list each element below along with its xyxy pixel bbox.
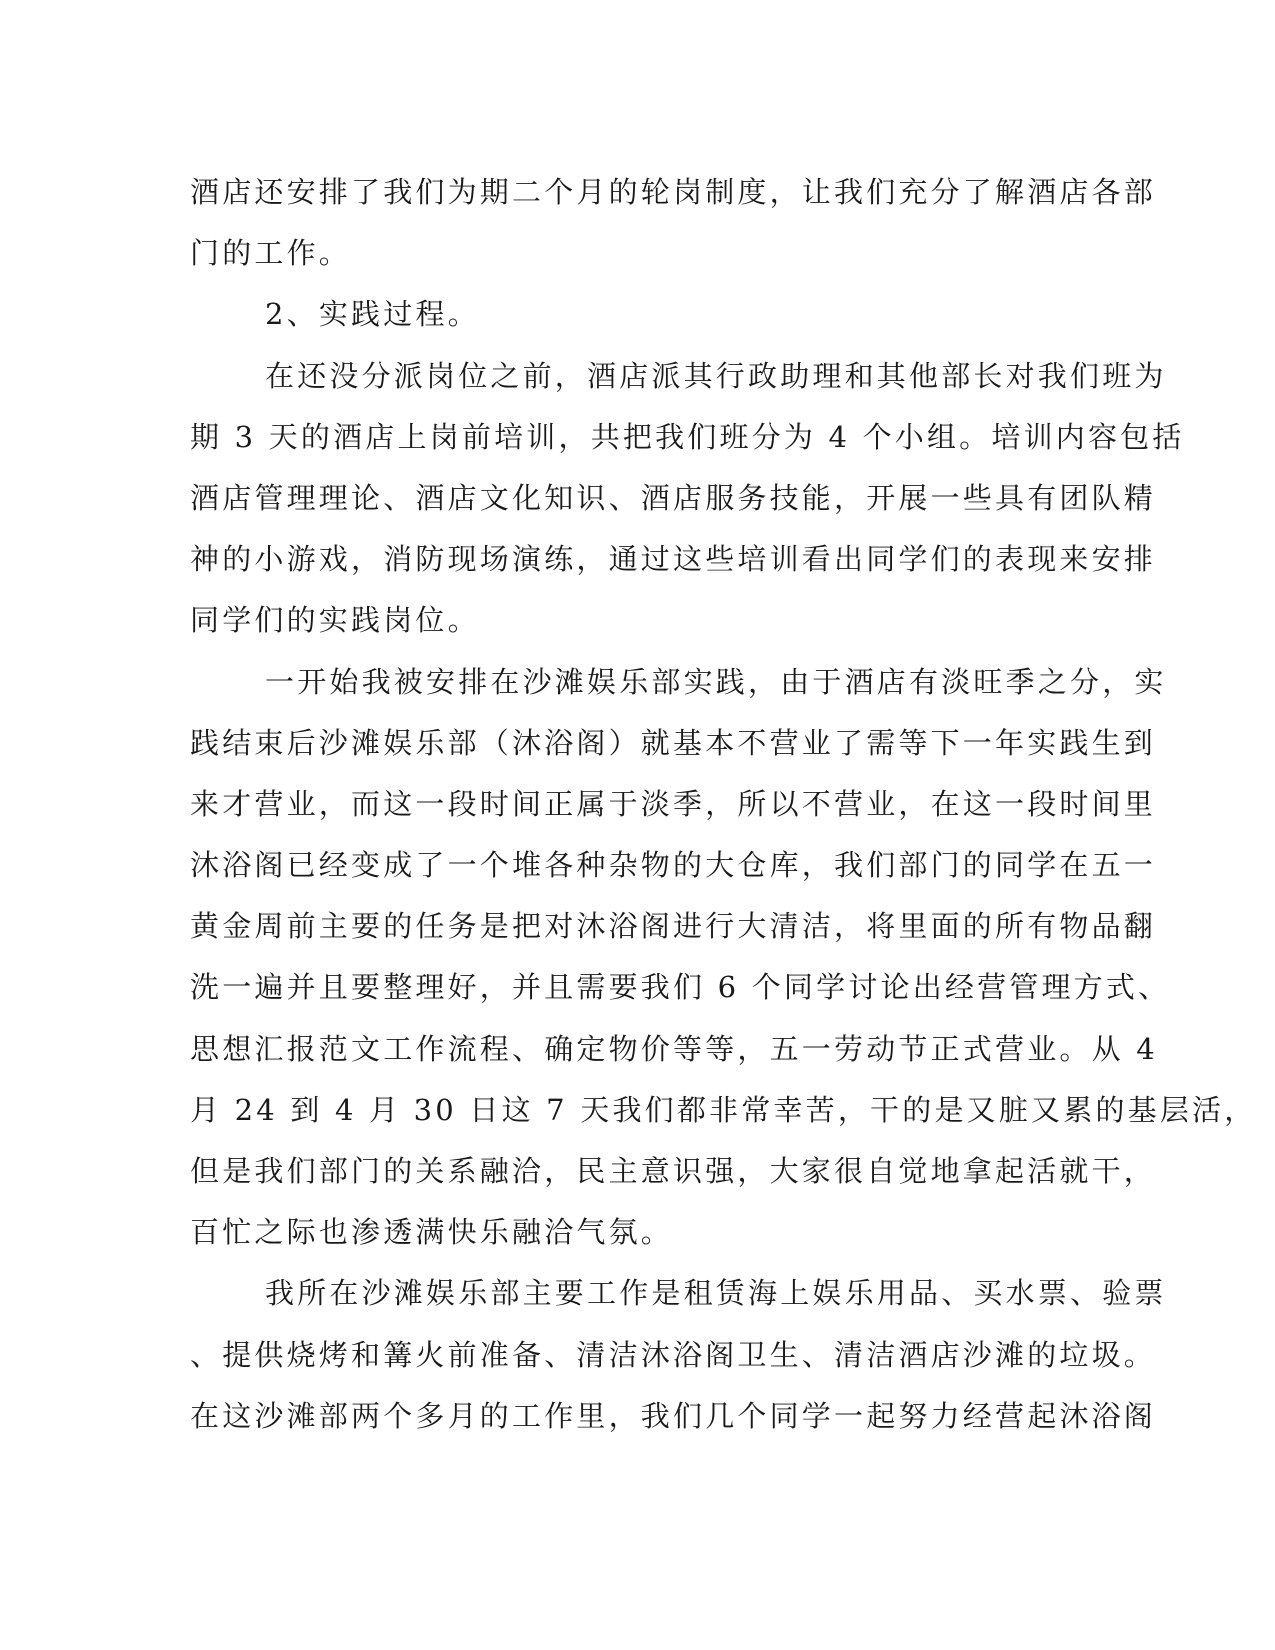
text-line: 酒店管理理论、酒店文化知识、酒店服务技能，开展一些具有团队精 xyxy=(190,480,1157,515)
text-line: 酒店还安排了我们为期二个月的轮岗制度，让我们充分了解酒店各部 xyxy=(190,175,1157,209)
text-line: 沐浴阁已经变成了一个堆各种杂物的大仓库，我们部门的同学在五一 xyxy=(190,848,1157,883)
text-line: 思想汇报范文工作流程、确定物价等等，五一劳动节正式营业。从 4 xyxy=(190,1031,1158,1066)
text-line: 一开始我被安排在沙滩娱乐部实践，由于酒店有淡旺季之分，实 xyxy=(265,664,1167,699)
text-line: 在还没分派岗位之前，酒店派其行政助理和其他部长对我们班为 xyxy=(265,358,1167,393)
text-line: 月 24 到 4 月 30 日这 7 天我们都非常幸苦，干的是又脏又累的基层活， xyxy=(190,1092,1257,1127)
text-line: 洗一遍并且要整理好，并且需要我们 6 个同学讨论出经营管理方式、 xyxy=(190,970,1171,1005)
text-line: 神的小游戏，消防现场演练，通过这些培训看出同学们的表现来安排 xyxy=(190,542,1157,577)
body-text xyxy=(190,162,1257,1447)
text-line: 门的工作。 xyxy=(190,236,352,271)
text-line: 2、实践过程。 xyxy=(265,297,480,332)
text-line: 践结束后沙滩娱乐部（沐浴阁）就基本不营业了需等下一年实践生到 xyxy=(190,725,1157,760)
text-line: 在这沙滩部两个多月的工作里，我们几个同学一起努力经营起沐浴阁 xyxy=(190,1398,1157,1433)
text-line: 同学们的实践岗位。 xyxy=(190,603,480,638)
text-line: 但是我们部门的关系融洽，民主意识强，大家很自觉地拿起活就干， xyxy=(190,1154,1157,1188)
text-line: 我所在沙滩娱乐部主要工作是租赁海上娱乐用品、买水票、验票 xyxy=(265,1276,1167,1311)
text-line: 、提供烧烤和篝火前准备、清洁沐浴阁卫生、清洁酒店沙滩的垃圾。 xyxy=(190,1337,1157,1372)
text-line: 黄金周前主要的任务是把对沐浴阁进行大清洁，将里面的所有物品翻 xyxy=(190,909,1157,944)
text-line: 来才营业，而这一段时间正属于淡季，所以不营业，在这一段时间里 xyxy=(190,786,1157,821)
text-line: 百忙之际也渗透满快乐融洽气氛。 xyxy=(190,1215,674,1250)
text-line: 期 3 天的酒店上岗前培训，共把我们班分为 4 个小组。培训内容包括 xyxy=(190,419,1185,454)
